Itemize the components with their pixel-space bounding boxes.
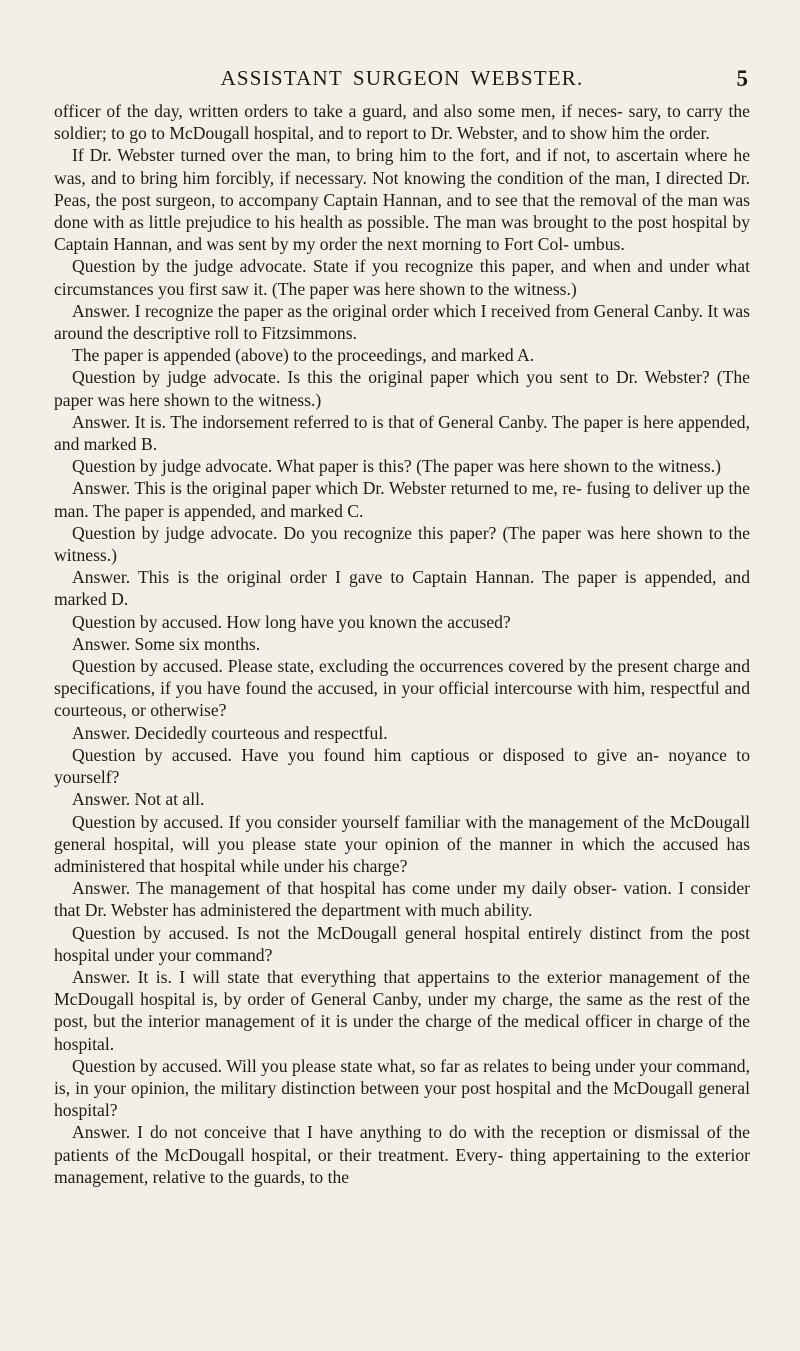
paragraph: Answer. It is. The indorsement referred to is that of General Canby. The paper is here appended, and marked B.: [54, 411, 750, 455]
paragraph: Answer. This is the original order I gave to Captain Hannan. The paper is appended, and marked D.: [54, 567, 750, 610]
paragraph: Question by accused. Have you found him captious or disposed to give an- noyance to yourself?: [54, 744, 750, 788]
paragraph: Answer. I do not conceive that I have anything to do with the reception or dismissal of the patients of the McDougall hospital, or their treatment. Every- thing appertaining to the exterior management, relative to the guards, to the: [54, 1122, 750, 1187]
paragraph: Answer. It is. I will state that everything that appertains to the exterior management of the McDougall hospital is, by order of General Canby, under my charge, the same as the rest of the post, but the interior management of it is under the charge of the medical officer in charge of the hospital.: [54, 966, 750, 1054]
paragraph: Answer. The management of that hospital has come under my daily obser- vation. I consider that Dr. Webster has administered the department with much ability.: [54, 878, 750, 921]
paragraph: Question by accused. How long have you known the accused?: [72, 611, 511, 632]
paragraph: Question by accused. Is not the McDougall general hospital entirely distinct from the post hospital under your command?: [54, 922, 750, 965]
paragraph: officer of the day, written orders to take a guard, and also some men, if neces- sary, to carry the soldier; to go to McDougall hospital, and to report to Dr. Webster, and to show him the order.: [54, 101, 750, 144]
paragraph: Question by judge advocate. Is this the original paper which you sent to Dr. Webster? (The paper was here shown to the witness.): [54, 367, 750, 410]
running-head: [54, 66, 750, 90]
paragraph: Question by judge advocate. What paper is this? (The paper was here shown to the witness.): [72, 456, 721, 477]
paragraph: Question by the judge advocate. State if you recognize this paper, and when and under what circumstances you first saw it. (The paper was here shown to the witness.): [54, 256, 750, 299]
paragraph: Answer. I recognize the paper as the original order which I received from General Canby. It was around the descriptive roll to Fitzsimmons.: [54, 300, 750, 344]
paragraph: Answer. Some six months.: [72, 633, 261, 654]
paragraph: Question by accused. Will you please state what, so far as relates to being under your command, is, in your opinion, the military distinction between your post hospital and the McDougall general hospital?: [54, 1055, 750, 1121]
paragraph: Question by accused. If you consider yourself familiar with the management of the McDougall general hospital, will you please state your opinion of the manner in which the accused has administered that hospital while under his charge?: [54, 811, 750, 876]
running-title: ASSISTANT SURGEON WEBSTER.: [220, 66, 584, 90]
paragraph: Question by accused. Please state, excluding the occurrences covered by the present charge and specifications, if you have found the accused, in your official intercourse with him, respectful and courteous, or otherwise?: [54, 656, 750, 721]
paragraph: Question by judge advocate. Do you recognize this paper? (The paper was here shown to the witness.): [54, 522, 750, 566]
paragraph: Answer. This is the original paper which Dr. Webster returned to me, re- fusing to deliver up the man. The paper is appended, and marked C.: [54, 478, 750, 521]
paragraph: If Dr. Webster turned over the man, to bring him to the fort, and if not, to ascertain where he was, and to bring him forcibly, if necessary. Not knowing the condition of the man, I directed Dr. Peas, the post surgeon, to accompany Captain Hannan, and to see that the removal of the man was done with as little prejudice to his health as possible. The man was brought to the post hospital by Captain Hannan, and was sent by my order the next morning to Fort Col- umbus.: [54, 145, 750, 255]
body-text: [54, 100, 750, 1188]
paragraph: Answer. Not at all.: [72, 789, 205, 810]
page-number: 5: [736, 66, 748, 91]
paragraph: The paper is appended (above) to the proceedings, and marked A.: [72, 345, 535, 366]
paragraph: Answer. Decidedly courteous and respectful.: [72, 722, 388, 743]
